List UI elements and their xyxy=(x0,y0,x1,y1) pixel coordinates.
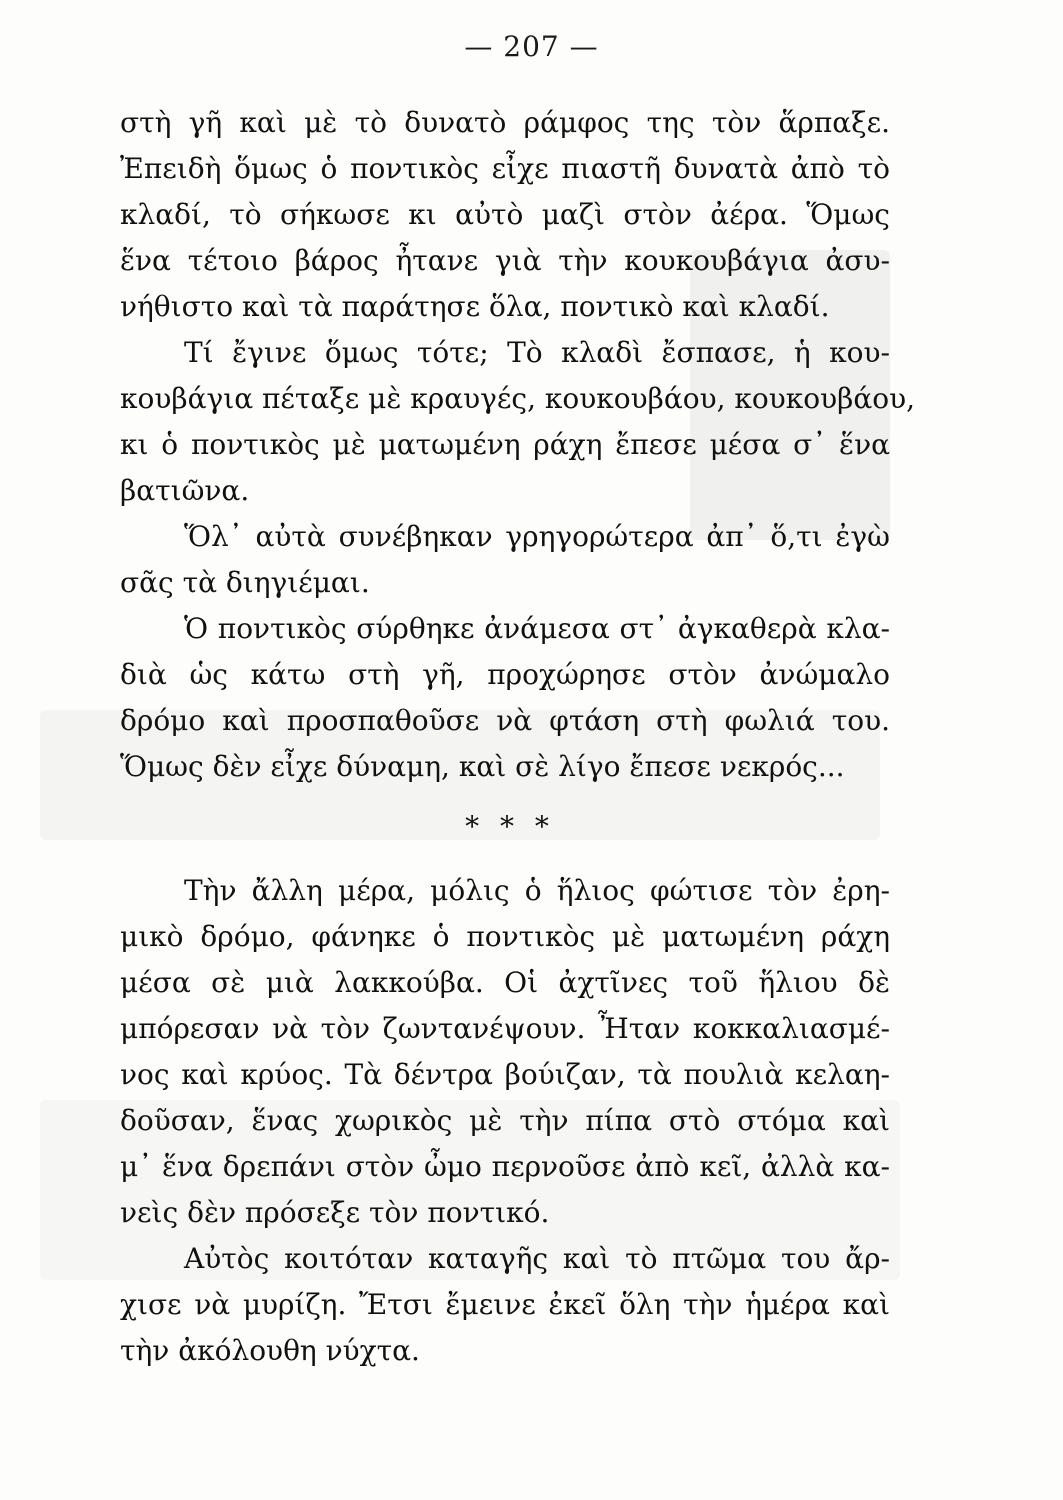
text-line: κι ὁ ποντικὸς μὲ ματωμένη ράχη ἔπεσε μέσα σ᾽ ἕνα xyxy=(120,428,890,461)
text-line: στὴ γῆ καὶ μὲ τὸ δυνατὸ ράμφος της τὸν ἅρπαξε. xyxy=(120,106,890,139)
text-line: Ἐπειδὴ ὅμως ὁ ποντικὸς εἶχε πιαστῆ δυνατὰ ἀπὸ τὸ xyxy=(120,152,890,185)
text-line: κουβάγια πέταξε μὲ κραυγές, κουκουβάου, κουκουβάου, xyxy=(120,382,916,415)
section-separator: * * * xyxy=(465,810,555,843)
text-line: τὴν ἀκόλουθη νύχτα. xyxy=(120,1334,420,1367)
text-line: κλαδί, τὸ σήκωσε κι αὐτὸ μαζὶ στὸν ἀέρα. Ὅμως xyxy=(120,198,890,231)
text-line: χισε νὰ μυρίζη. Ἔτσι ἔμεινε ἐκεῖ ὅλη τὴν ἡμέρα καὶ xyxy=(120,1288,890,1321)
text-line: μπόρεσαν νὰ τὸν ζωντανέψουν. Ἦταν κοκκαλιασμέ- xyxy=(120,1012,890,1045)
text-line: σᾶς τὰ διηγιέμαι. xyxy=(120,566,370,599)
text-line: μ᾽ ἕνα δρεπάνι στὸν ὦμο περνοῦσε ἀπὸ κεῖ, ἀλλὰ κα- xyxy=(120,1150,890,1183)
text-line: δοῦσαν, ἕνας χωρικὸς μὲ τὴν πίπα στὸ στόμα καὶ xyxy=(120,1104,890,1137)
text-line: μέσα σὲ μιὰ λακκούβα. Οἱ ἀχτῖνες τοῦ ἥλιου δὲ xyxy=(120,966,890,999)
text-line: νήθιστο καὶ τὰ παράτησε ὅλα, ποντικὸ καὶ κλαδί. xyxy=(120,290,830,323)
text-line: Ὅμως δὲν εἶχε δύναμη, καὶ σὲ λίγο ἔπεσε νεκρός... xyxy=(120,750,845,783)
text-line: μικὸ δρόμο, φάνηκε ὁ ποντικὸς μὲ ματωμένη ράχη xyxy=(120,920,890,953)
text-line: διὰ ὡς κάτω στὴ γῆ, προχώρησε στὸν ἀνώμαλο xyxy=(120,658,890,691)
text-line: Ὅλ᾽ αὐτὰ συνέβηκαν γρηγορώτερα ἀπ᾽ ὅ,τι ἐγὼ xyxy=(184,520,890,553)
text-line: Τί ἔγινε ὅμως τότε; Τὸ κλαδὶ ἔσπασε, ἡ κου- xyxy=(184,336,890,369)
text-line: Τὴν ἄλλη μέρα, μόλις ὁ ἥλιος φώτισε τὸν ἐρη- xyxy=(184,874,890,907)
text-line: νεὶς δὲν πρόσεξε τὸν ποντικό. xyxy=(120,1196,550,1229)
page-number: — 207 — xyxy=(464,30,599,63)
text-line: Ὁ ποντικὸς σύρθηκε ἀνάμεσα στ᾽ ἀγκαθερὰ κλα- xyxy=(184,612,890,645)
text-line: νος καὶ κρύος. Τὰ δέντρα βούιζαν, τὰ πουλιὰ κελαη- xyxy=(120,1058,890,1091)
body-text xyxy=(120,100,916,1374)
text-line: ἕνα τέτοιο βάρος ἦτανε γιὰ τὴν κουκουβάγια ἀσυ- xyxy=(120,244,890,277)
text-line: Αὐτὸς κοιτόταν καταγῆς καὶ τὸ πτῶμα του ἄρ- xyxy=(184,1242,890,1275)
text-line: δρόμο καὶ προσπαθοῦσε νὰ φτάση στὴ φωλιά του. xyxy=(120,704,890,737)
text-line: βατιῶνα. xyxy=(120,474,250,507)
